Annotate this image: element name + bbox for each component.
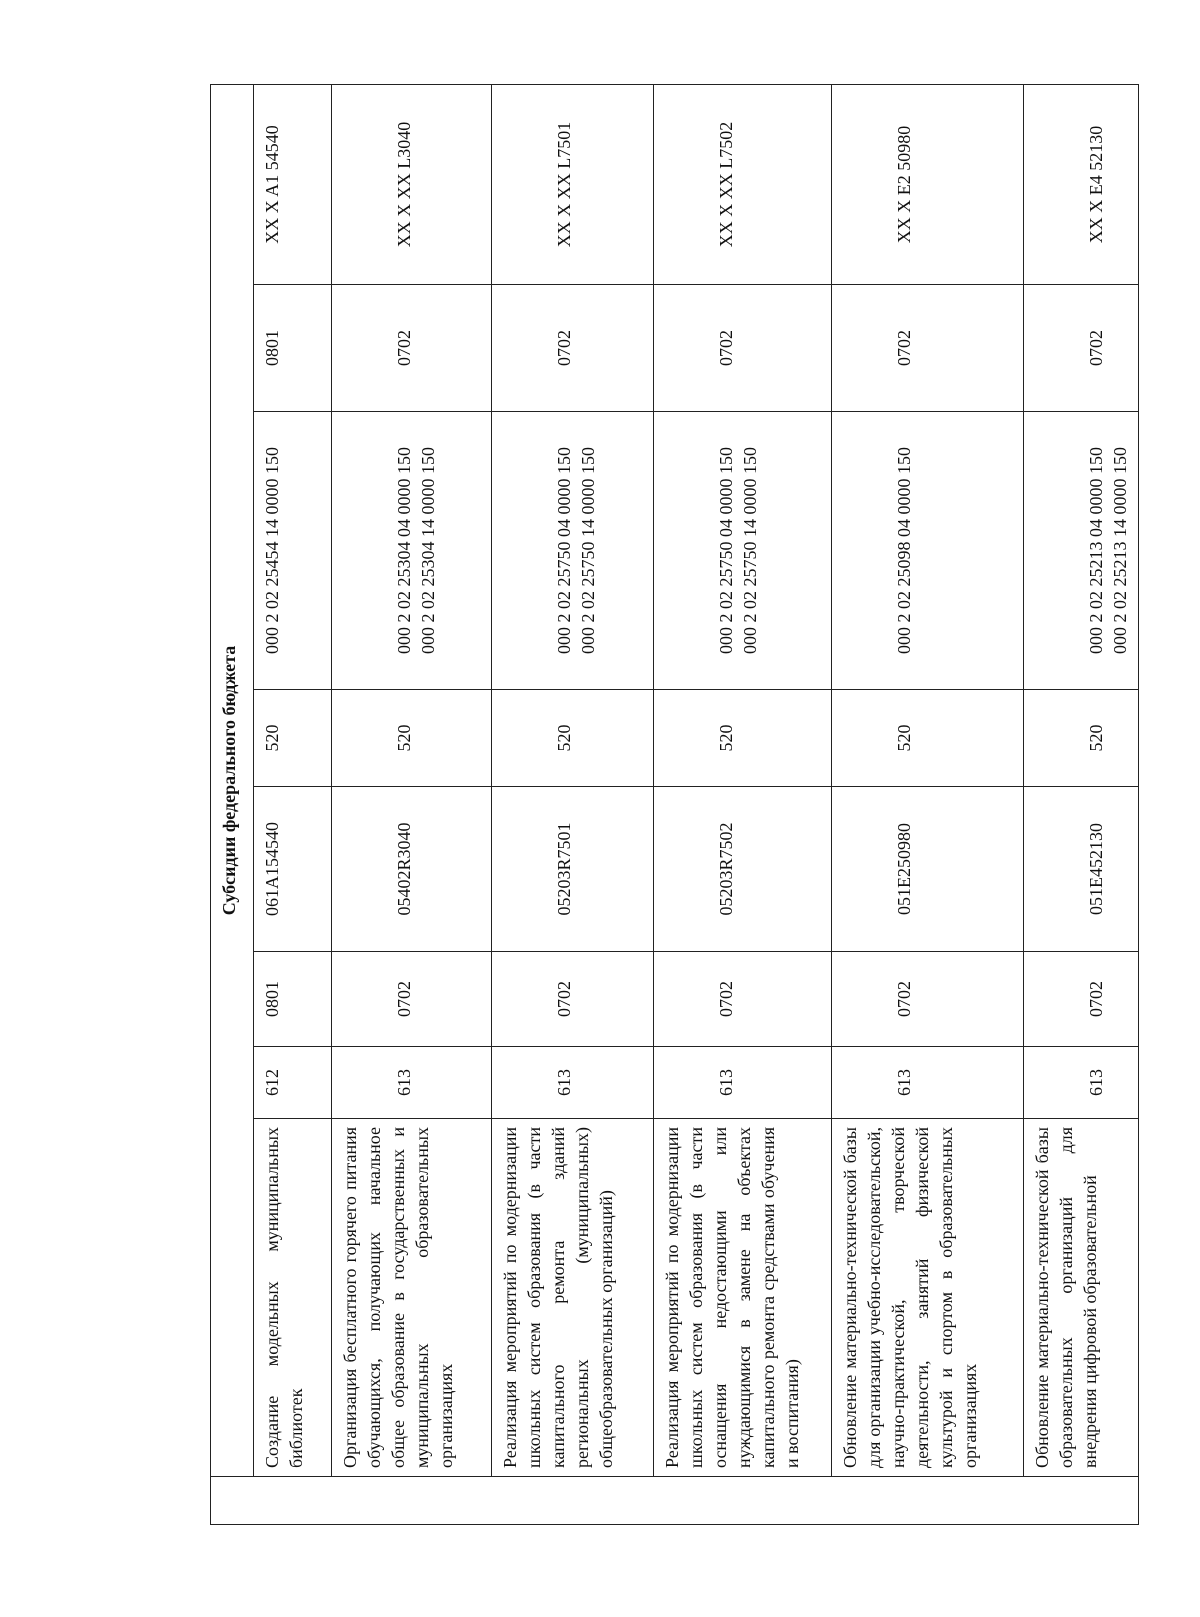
- cell-vr: 612: [254, 1047, 332, 1119]
- cell-kbk: [1024, 412, 1139, 690]
- cell-vr: 613: [332, 1047, 492, 1119]
- table-row: [1024, 84, 1139, 1524]
- kbk-line: 000 2 02 25304 04 0000 150: [394, 447, 414, 654]
- cell-vr-transfer: 520: [654, 690, 832, 787]
- cell-vr-transfer: 520: [254, 690, 332, 787]
- cell-vr: 613: [1024, 1047, 1139, 1119]
- measure-name: Обновление материально-технической базы для организации учебно-исследовательской, научно-практической, творческой деятельности, занятий физической культурой и спортом в образовательных организациях: [832, 1119, 1024, 1477]
- cell-kbk: [254, 412, 332, 690]
- cell-vr-transfer: 520: [332, 690, 492, 787]
- cell-rz-transfer: 0702: [1024, 285, 1139, 412]
- section-title: Субсидии федерального бюджета: [211, 84, 254, 1476]
- cell-csr: 05203R7501: [492, 787, 654, 952]
- measure-name: Организация бесплатного горячего питания обучающихся, получающих начальное общее образование в государственных и муниципальных образовательных организациях: [332, 1119, 492, 1477]
- cell-rz: 0702: [492, 952, 654, 1047]
- measure-name: Обновление материально-технической базы образовательных организаций для внедрения цифровой образовательной: [1024, 1119, 1139, 1477]
- measure-name: Создание модельных муниципальных библиотек: [254, 1119, 332, 1477]
- cell-vr: 613: [832, 1047, 1024, 1119]
- kbk-line: 000 2 02 25750 14 0000 150: [740, 447, 760, 654]
- cell-rz: 0702: [1024, 952, 1139, 1047]
- cell-csr: 051E452130: [1024, 787, 1139, 952]
- table-row: [654, 84, 832, 1524]
- budget-table: [210, 84, 1139, 1525]
- cell-csr: 05203R7502: [654, 787, 832, 952]
- table-row: [492, 84, 654, 1524]
- cell-csr: 051E250980: [832, 787, 1024, 952]
- measure-name: Реализация мероприятий по модернизации школьных систем образования (в части капитального ремонта зданий региональных (муниципальных) общеобразовательных организаций): [492, 1119, 654, 1477]
- cell-rz: 0702: [332, 952, 492, 1047]
- cell-kbk: [332, 412, 492, 690]
- table-row: [832, 84, 1024, 1524]
- cell-rz-transfer: 0702: [492, 285, 654, 412]
- cell-rz-transfer: 0702: [832, 285, 1024, 412]
- cell-csr: 061A154540: [254, 787, 332, 952]
- cell-rz-transfer: 0702: [332, 285, 492, 412]
- cell-vr-transfer: 520: [492, 690, 654, 787]
- cell-kbk: [492, 412, 654, 690]
- kbk-line: 000 2 02 25750 04 0000 150: [716, 447, 736, 654]
- kbk-line: 000 2 02 25213 04 0000 150: [1086, 447, 1106, 654]
- cell-rz: 0702: [654, 952, 832, 1047]
- cell-vr: 613: [492, 1047, 654, 1119]
- cell-rz: 0801: [254, 952, 332, 1047]
- cell-rz: 0702: [832, 952, 1024, 1047]
- kbk-line: 000 2 02 25750 14 0000 150: [578, 447, 598, 654]
- cell-vr: 613: [654, 1047, 832, 1119]
- cell-code: XX X E4 52130: [1024, 84, 1139, 284]
- cell-code: XX X E2 50980: [832, 84, 1024, 284]
- cell-code: XX X XX L7502: [654, 84, 832, 284]
- cell-rz-transfer: 0801: [254, 285, 332, 412]
- kbk-line: 000 2 02 25304 14 0000 150: [418, 447, 438, 654]
- cell-rz-transfer: 0702: [654, 285, 832, 412]
- cell-vr-transfer: 520: [832, 690, 1024, 787]
- kbk-line: 000 2 02 25213 14 0000 150: [1110, 447, 1130, 654]
- blank-left-column: [211, 1477, 1139, 1525]
- kbk-line: 000 2 02 25750 04 0000 150: [554, 447, 574, 654]
- cell-kbk: [654, 412, 832, 690]
- cell-code: XX X A1 54540: [254, 84, 332, 284]
- cell-vr-transfer: 520: [1024, 690, 1139, 787]
- rotated-page: [210, 85, 1130, 1525]
- cell-kbk: [832, 412, 1024, 690]
- cell-code: XX X XX L3040: [332, 84, 492, 284]
- table-row: [332, 84, 492, 1524]
- kbk-line: 000 2 02 25098 04 0000 150: [894, 447, 914, 654]
- cell-csr: 05402R3040: [332, 787, 492, 952]
- kbk-line: 000 2 02 25454 14 0000 150: [262, 447, 282, 654]
- table-row: [254, 84, 332, 1524]
- measure-name: Реализация мероприятий по модернизации школьных систем образования (в части оснащения недостающими или нуждающимися в замене на объектах капитального ремонта средствами обучения и воспитания): [654, 1119, 832, 1477]
- section-header-row: [211, 84, 254, 1524]
- cell-code: XX X XX L7501: [492, 84, 654, 284]
